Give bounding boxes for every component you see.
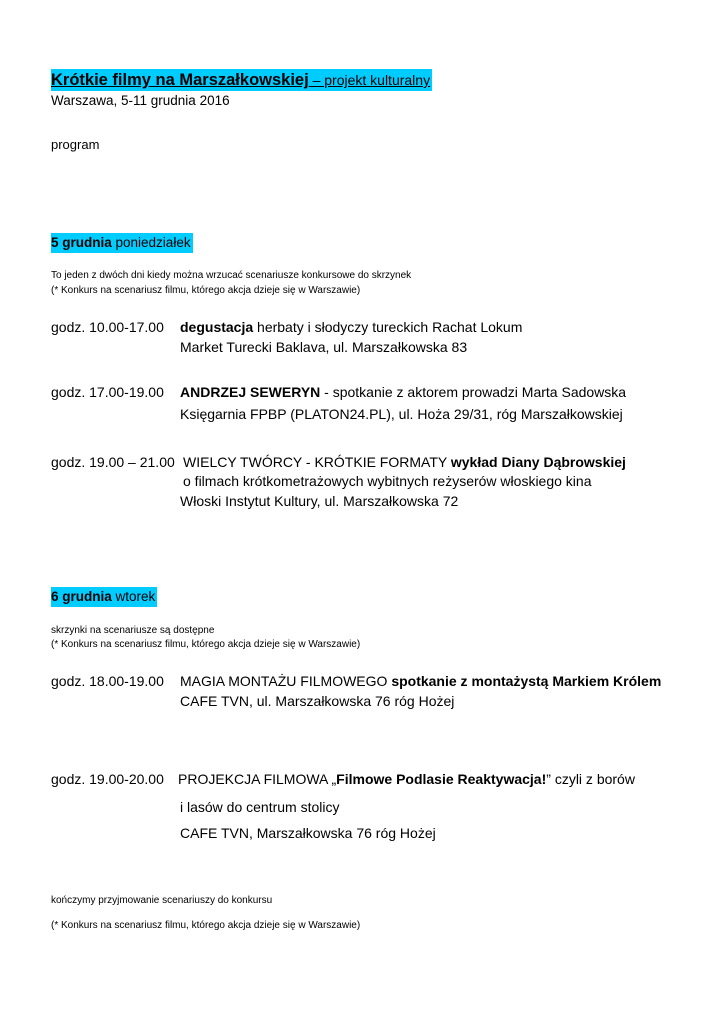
day-date: 6 grudnia bbox=[51, 589, 112, 604]
day-heading-6 bbox=[51, 587, 157, 607]
day-date: 5 grudnia bbox=[51, 235, 112, 250]
event-suffix: ” czyli z borów bbox=[546, 771, 635, 787]
event-title-bold: Filmowe Podlasie Reaktywacja! bbox=[336, 771, 547, 787]
program-label: program bbox=[51, 137, 100, 152]
event-time: godz. 19.00 – 21.00 bbox=[51, 454, 175, 470]
day-note: skrzynki na scenariusze są dostępne bbox=[51, 625, 215, 636]
day-weekday: wtorek bbox=[111, 589, 156, 604]
event-description: i lasów do centrum stolicy bbox=[180, 799, 340, 815]
page-title bbox=[51, 69, 432, 91]
event-title bbox=[180, 384, 626, 400]
event-title-bold: degustacja bbox=[180, 319, 254, 335]
page-subtitle: Warszawa, 5-11 grudnia 2016 bbox=[51, 93, 230, 108]
event-prefix: MAGIA MONTAŻU FILMOWEGO bbox=[180, 673, 392, 689]
event-time: godz. 18.00-19.00 bbox=[51, 673, 164, 689]
event-location: Włoski Instytut Kultury, ul. Marszałkowska 72 bbox=[180, 493, 459, 509]
event-title-bold: ANDRZEJ SEWERYN bbox=[180, 384, 321, 400]
event-description: o filmach krótkometrażowych wybitnych reżyserów włoskiego kina bbox=[183, 473, 592, 489]
event-location: CAFE TVN, Marszałkowska 76 róg Hożej bbox=[180, 825, 436, 841]
event-title bbox=[178, 771, 635, 787]
event-location: CAFE TVN, ul. Marszałkowska 76 róg Hożej bbox=[180, 693, 455, 709]
event-prefix: WIELCY TWÓRCY - KRÓTKIE FORMATY bbox=[183, 454, 451, 470]
event-title-rest: herbaty i słodyczy tureckich Rachat Lokum bbox=[253, 319, 523, 335]
title-tail: – projekt kulturalny bbox=[308, 72, 431, 88]
event-title-bold: spotkanie z montażystą Markiem Królem bbox=[391, 673, 662, 689]
day-note: To jeden z dwóch dni kiedy można wrzucać scenariusze konkursowe do skrzynek bbox=[51, 270, 412, 281]
contest-note: (* Konkurs na scenariusz filmu, którego akcja dzieje się w Warszawie) bbox=[51, 285, 361, 296]
event-title bbox=[183, 454, 626, 470]
event-title bbox=[180, 319, 522, 335]
closing-note: kończymy przyjmowanie scenariuszy do konkursu bbox=[51, 895, 273, 906]
day-weekday: poniedziałek bbox=[111, 235, 191, 250]
event-title bbox=[180, 673, 661, 689]
event-time: godz. 17.00-19.00 bbox=[51, 384, 164, 400]
event-title-rest: - spotkanie z aktorem prowadzi Marta Sadowska bbox=[320, 384, 627, 400]
day-heading-5 bbox=[51, 233, 193, 253]
event-time: godz. 19.00-20.00 bbox=[51, 771, 164, 787]
contest-note: (* Konkurs na scenariusz filmu, którego akcja dzieje się w Warszawie) bbox=[51, 639, 361, 650]
event-location: Market Turecki Baklava, ul. Marszałkowska 83 bbox=[180, 339, 468, 355]
title-bold: Krótkie filmy na Marszałkowskiej bbox=[51, 71, 309, 89]
event-title-bold: wykład Diany Dąbrowskiej bbox=[450, 454, 626, 470]
event-prefix: PROJEKCJA FILMOWA „ bbox=[178, 771, 337, 787]
event-location: Księgarnia FPBP (PLATON24.PL), ul. Hoża 29/31, róg Marszałkowskiej bbox=[180, 406, 623, 422]
contest-note: (* Konkurs na scenariusz filmu, którego akcja dzieje się w Warszawie) bbox=[51, 920, 361, 931]
event-time: godz. 10.00-17.00 bbox=[51, 319, 164, 335]
